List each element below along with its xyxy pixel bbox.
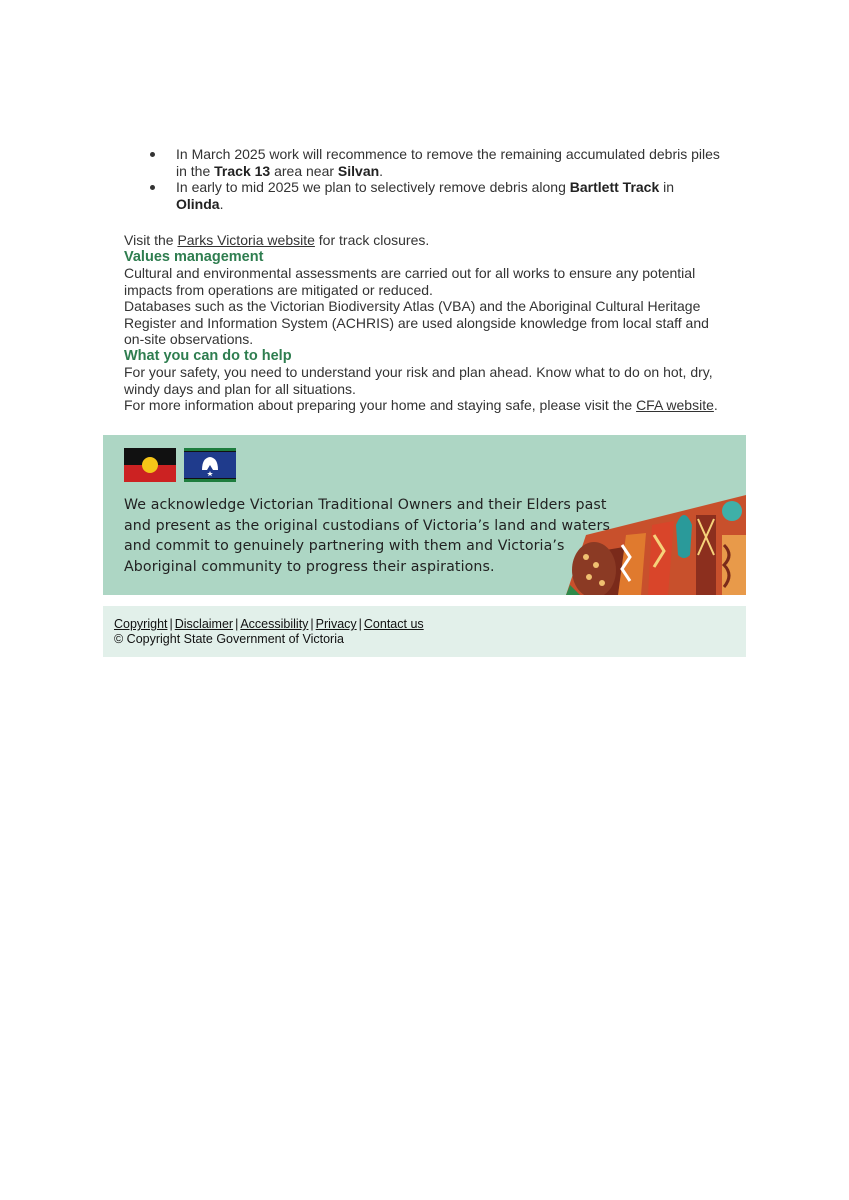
help-paragraph-1: For your safety, you need to understand your risk and plan ahead. Know what to do on hot, dry, windy days and plan for all situations. (124, 364, 713, 397)
help-heading: What you can do to help (124, 347, 292, 364)
list-item (124, 179, 724, 212)
footer-link-disclaimer[interactable]: Disclaimer (174, 617, 234, 631)
footer-separator: | (358, 617, 362, 631)
bullet-icon (150, 185, 155, 190)
list-item-text: . (379, 162, 384, 179)
list-item-text: . (219, 195, 224, 212)
site-footer (103, 606, 746, 657)
place-name: Bartlett Track (569, 179, 660, 195)
place-name: Track 13 (214, 162, 271, 179)
help-paragraph-2: For more information about preparing your home and staying safe, please visit the CFA website. (124, 397, 718, 413)
footer-copyright: © Copyright State Government of Victoria (114, 632, 344, 646)
footer-separator: | (235, 617, 239, 631)
footer-link-privacy[interactable]: Privacy (315, 617, 357, 631)
values-paragraph-2: Databases such as the Victorian Biodiversity Atlas (VBA) and the Aboriginal Cultural Heritage Register and Information System (ACHRIS) are used alongside knowledge from local staff and on-site observations. (124, 298, 709, 347)
main-content (124, 146, 724, 414)
footer-link-copyright[interactable]: Copyright (114, 617, 168, 631)
footer-separator: | (169, 617, 173, 631)
works-list (124, 146, 724, 212)
footer-links (114, 617, 424, 632)
footer-separator: | (310, 617, 314, 631)
torres-strait-islander-flag-icon (184, 448, 236, 482)
values-paragraph-1: Cultural and environmental assessments are carried out for all works to ensure any potential impacts from operations are mitigated or reduced. (124, 265, 696, 298)
place-name: Silvan (337, 162, 380, 179)
values-heading: Values management (124, 248, 264, 265)
place-name: Olinda (176, 195, 220, 212)
list-item-text: In March 2025 work will recommence to remove the remaining accumulated debris piles in the (176, 146, 720, 179)
footer-link-accessibility[interactable]: Accessibility (240, 617, 309, 631)
list-item-text: area near (270, 162, 338, 179)
acknowledgement-text: We acknowledge Victorian Traditional Owners and their Elders past and present as the original custodians of Victoria’s land and waters and commit to genuinely partnering with them and Victoria’s Aboriginal community to progress their aspirations. (124, 497, 610, 575)
footer-link-contact-us[interactable]: Contact us (363, 617, 424, 631)
list-item (124, 146, 724, 179)
acknowledgement-banner (103, 435, 746, 595)
aboriginal-flag-icon (124, 448, 176, 482)
cfa-website-link[interactable]: CFA website (636, 397, 714, 413)
list-item-text: in (659, 179, 675, 195)
bullet-icon (150, 152, 155, 157)
aboriginal-artwork-image (556, 495, 746, 595)
parks-victoria-link[interactable]: Parks Victoria website (177, 232, 315, 248)
list-item-text: In early to mid 2025 we plan to selectively remove debris along (176, 179, 570, 195)
visit-paragraph: Visit the Parks Victoria website for track closures. (124, 232, 430, 248)
